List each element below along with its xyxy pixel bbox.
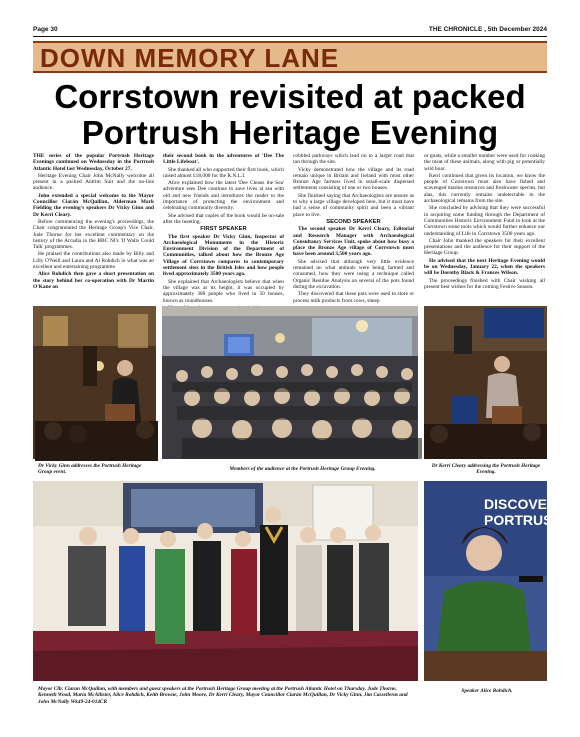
article-paragraph: The first speaker Dr Vicky Ginn, Inspector of Archaeological Monuments in the Historic Environment Division of the Department of Communities, talked about how the Bronze Age Village of Corrstown compares to contemporary settlement sites in the British Isles and how people lived approximately 3500 years ago. (163, 233, 284, 278)
caption-audience: Members of the audience at the Portrush Heritage Group Evening. (229, 466, 376, 472)
subheading-first-speaker: FIRST SPEAKER (200, 226, 247, 233)
header-rule (33, 36, 547, 37)
screen-text-line-1: DISCOVE (484, 496, 548, 512)
caption-vicky-ginn: Dr Vicky Ginn addresses the Portrush Heritage Group event. (38, 463, 142, 476)
article-paragraph: She advised that copies of the book would be on-sale after the meeting. (163, 212, 284, 225)
article-paragraph: Chair John thanked the speakers for their excellent presentations and the audience for their support of the Heritage Group. (424, 237, 545, 257)
caption-group: Mayor Cllr. Ciaran McQuillan, with members and guest speakers at the Portrush Heritage Group meeting at the Portrush Atlantic Hotel on Thursday. Jude Thorne, Kenneth Wood, Maria McAllister, Alice Rohdich, Keith Browne, John Moore, Dr Kerri Cleary, Mayor Councillor Ciarán McQuillan, Dr Vicky Ginn, Jim Casselleras and John McNally Wk49-24-014CR (38, 686, 408, 705)
photo-group (33, 481, 418, 681)
article-paragraph: Heritage Evening Chair John McNally welcome all present in a packed Antrim Suit and the on-line audience. (33, 172, 154, 192)
article-paragraph: Vicky demonstrated how the village and its road remain unique in Britain and Ireland with most other Bronze Age farmers lived in small-scale dispersed settlements consisting of one or two houses. (293, 166, 414, 192)
article-paragraph: Alice explained how the latest 'Dee Cleans the Sea' adventure sees Dee continue to save lives at sea with old and new friends and introduces the reader to the importance of protecting the environment and celebrating community diversity. (163, 180, 284, 212)
article-paragraph: She thanked all who supported their first book, which raised almost £18,000 for the R.N.L.I. (163, 166, 284, 179)
article-paragraph: She advised that although very little evidence remained on what animals were being farmed and consumed, how they were using a technique called Organic Residue Analysis on several of the pots found during the excavation. (293, 258, 414, 290)
photo-vicky-ginn (33, 306, 156, 459)
article-paragraph: Kerri continued that given its location, we know the people of Corrstown must also have fished and scavenged marine resources and freshwater species, but alas, this currently remains undetectable in the archaeological remains from the site. (424, 172, 545, 205)
caption-kerri-cleary: Dr Kerri Cleary addressing the Portrush Heritage Evening. (431, 463, 541, 476)
article-paragraph: John extended a special welcome to the Mayor Councillor Ciarán McQuillan, Alderman Mark Fielding the evening's speakers Dr Vicky Ginn and Dr Kerri Cleary. (33, 192, 154, 218)
article-paragraph: THE series of the popular Portrush Heritage Evenings continued on Wednesday in the Portrush Atlantic Hotel last Wednesday, October 27. (33, 153, 154, 172)
photo-alice-rohdich (424, 481, 553, 681)
article-paragraph: They discovered that these pots were used to store or process milk products from cows, sheep (293, 291, 414, 304)
headline-line-1: Corrstown revisited at packed (54, 78, 526, 115)
article-paragraph: or goats, while a smaller number were used for cooking the meat of these animals, along with pig or potentially wild boar. (424, 153, 545, 172)
page-number: Page 30 (33, 26, 58, 33)
headline-line-2: Portrush Heritage Evening (81, 114, 499, 151)
article-paragraph: The proceedings finished with Chair wishing all present best wishes for the coming Festive Season. (424, 277, 545, 290)
article-column-1 (33, 153, 154, 299)
article-paragraph: He praised the contributions also made by Billy and Lilly O'Neill and Laura and Al Rohdich in what was an excellent and entertaining programme. (33, 251, 154, 271)
article-paragraph: She explained that Archaeologists believe that when the village was at its height, it was occupied by approximately 300 people who lived in 50 houses, known as roundhouses. (163, 278, 284, 304)
screen-text-line-2: PORTRUS (484, 512, 553, 528)
article-paragraph: Alice Rohdich then gave a short presentation on the story behind her co-operation with Dr Martin O'Kane on (33, 271, 154, 290)
article-paragraph: cobbled pathways which lead on to a larger road that ran through the site. (293, 153, 414, 166)
page-header (33, 26, 547, 36)
article-paragraph: She finished saying that Archaeologists are unsure as to why a large village developed here, but it must have had a sense of community spirit and been a vibrant place to live. (293, 192, 414, 218)
article-paragraph: their second book in the adventures of 'Dee The Little Lifeboat'. (163, 153, 284, 166)
subheading-second-speaker: SECOND SPEAKER (326, 218, 381, 225)
section-banner (33, 41, 547, 73)
photo-audience (162, 306, 418, 459)
article-column-3 (293, 153, 414, 304)
article-column-2 (163, 153, 284, 304)
banner-title: DOWN MEMORY LANE (40, 43, 340, 73)
article-paragraph: The second speaker Dr Kerri Cleary, Editorial and Research Manager with Archaeological Consultancy Services Unit, spoke about how busy a place the Bronze Age village of Corrstown must have been around 3,500 years ago. (293, 226, 414, 258)
publication-date: THE CHRONICLE , 5th December 2024 (428, 26, 547, 33)
headline (33, 79, 547, 151)
article-paragraph: Before commencing the evening's proceedings, the Chair congratulated the Heritage Group's Vice Chair, Jude Thorne for her excellent commentary on the history of the Arcadia in the BBC NI's 'If Walls Could Talk' programmes. (33, 218, 154, 251)
article-paragraph: He advised that the next Heritage Evening would be on Wednesday, January 22, when the speakers will be Dorothy Black & Frances Wilson. (424, 257, 545, 277)
article-column-4 (424, 153, 545, 299)
photo-kerri-cleary (424, 306, 547, 459)
article-paragraph: She concluded by advising that they were successful in acquiring some funding through the Department of Communities Historic Environment Fund to look at the Corrstown stone tools which would further enhance our understanding of Life in Corrstown 3500 years ago. (424, 205, 545, 237)
caption-alice-rohdich: Speaker Alice Rohdich. (461, 688, 513, 694)
